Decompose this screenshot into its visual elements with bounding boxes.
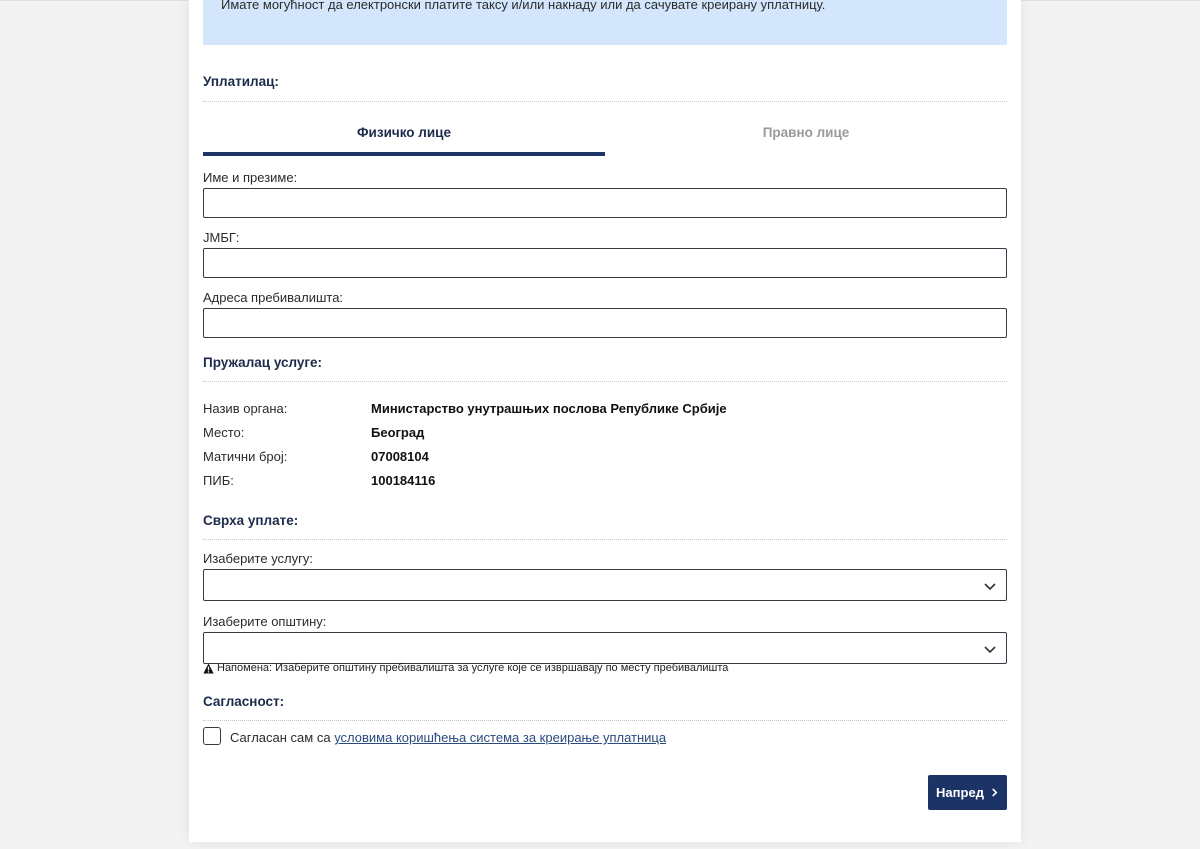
name-field-label: Име и презиме: [203, 170, 298, 185]
tab-individual-label: Физичко лице [357, 125, 451, 140]
next-button-label: Напред [936, 785, 984, 800]
jmbg-field[interactable] [203, 248, 1007, 278]
next-button[interactable] [928, 775, 1007, 810]
tab-individual[interactable] [203, 110, 605, 156]
consent-checkbox[interactable] [203, 727, 221, 745]
provider-row-label: Матични број: [203, 449, 288, 464]
service-select-label: Изаберите услугу: [203, 551, 313, 566]
section-divider [203, 381, 1007, 382]
address-field-label: Адреса пребивалишта: [203, 290, 344, 305]
terms-link[interactable]: условима коришћења система за креирање уплатница [334, 730, 667, 745]
provider-row-label: Место: [203, 425, 245, 440]
municipality-select[interactable] [203, 632, 1007, 664]
section-divider [203, 539, 1007, 540]
service-select[interactable] [203, 569, 1007, 601]
chevron-down-icon [983, 642, 997, 656]
municipality-note [203, 662, 728, 674]
payment-form-card [189, 0, 1021, 842]
municipality-select-label: Изаберите општину: [203, 614, 327, 629]
provider-row-value: 07008104 [371, 449, 429, 464]
municipality-note-text: Напомена: Изаберите општину пребивалишта за услуге које се извршавају по месту пребивалишта [217, 662, 729, 674]
consent-text [230, 730, 666, 745]
provider-section-title: Пружалац услуге: [203, 355, 323, 370]
jmbg-field-label: ЈМБГ: [203, 230, 240, 245]
chevron-down-icon [983, 579, 997, 593]
chevron-right-icon [990, 788, 999, 797]
provider-row-label: ПИБ: [203, 473, 234, 488]
consent-prefix: Сагласан сам са [230, 730, 335, 745]
active-tab-indicator [203, 152, 605, 156]
warning-icon [203, 663, 214, 674]
address-field[interactable] [203, 308, 1007, 338]
provider-row-value: Министарство унутрашњих послова Републике Србије [371, 401, 727, 416]
consent-section-title: Сагласност: [203, 694, 285, 709]
tab-legal-entity[interactable] [605, 110, 1007, 156]
info-banner [203, 0, 1007, 45]
section-divider [203, 101, 1007, 102]
info-banner-text: Имате могућност да електронски платите таксу и/или накнаду или да сачувате креирану уплатницу. [221, 0, 826, 12]
provider-row-value: Београд [371, 425, 425, 440]
provider-row-label: Назив органа: [203, 401, 288, 416]
section-divider [203, 720, 1007, 721]
provider-row-value: 100184116 [371, 473, 436, 488]
payer-section-title: Уплатилац: [203, 74, 279, 89]
purpose-section-title: Сврха уплате: [203, 513, 299, 528]
name-field[interactable] [203, 188, 1007, 218]
tab-legal-entity-label: Правно лице [762, 125, 850, 140]
